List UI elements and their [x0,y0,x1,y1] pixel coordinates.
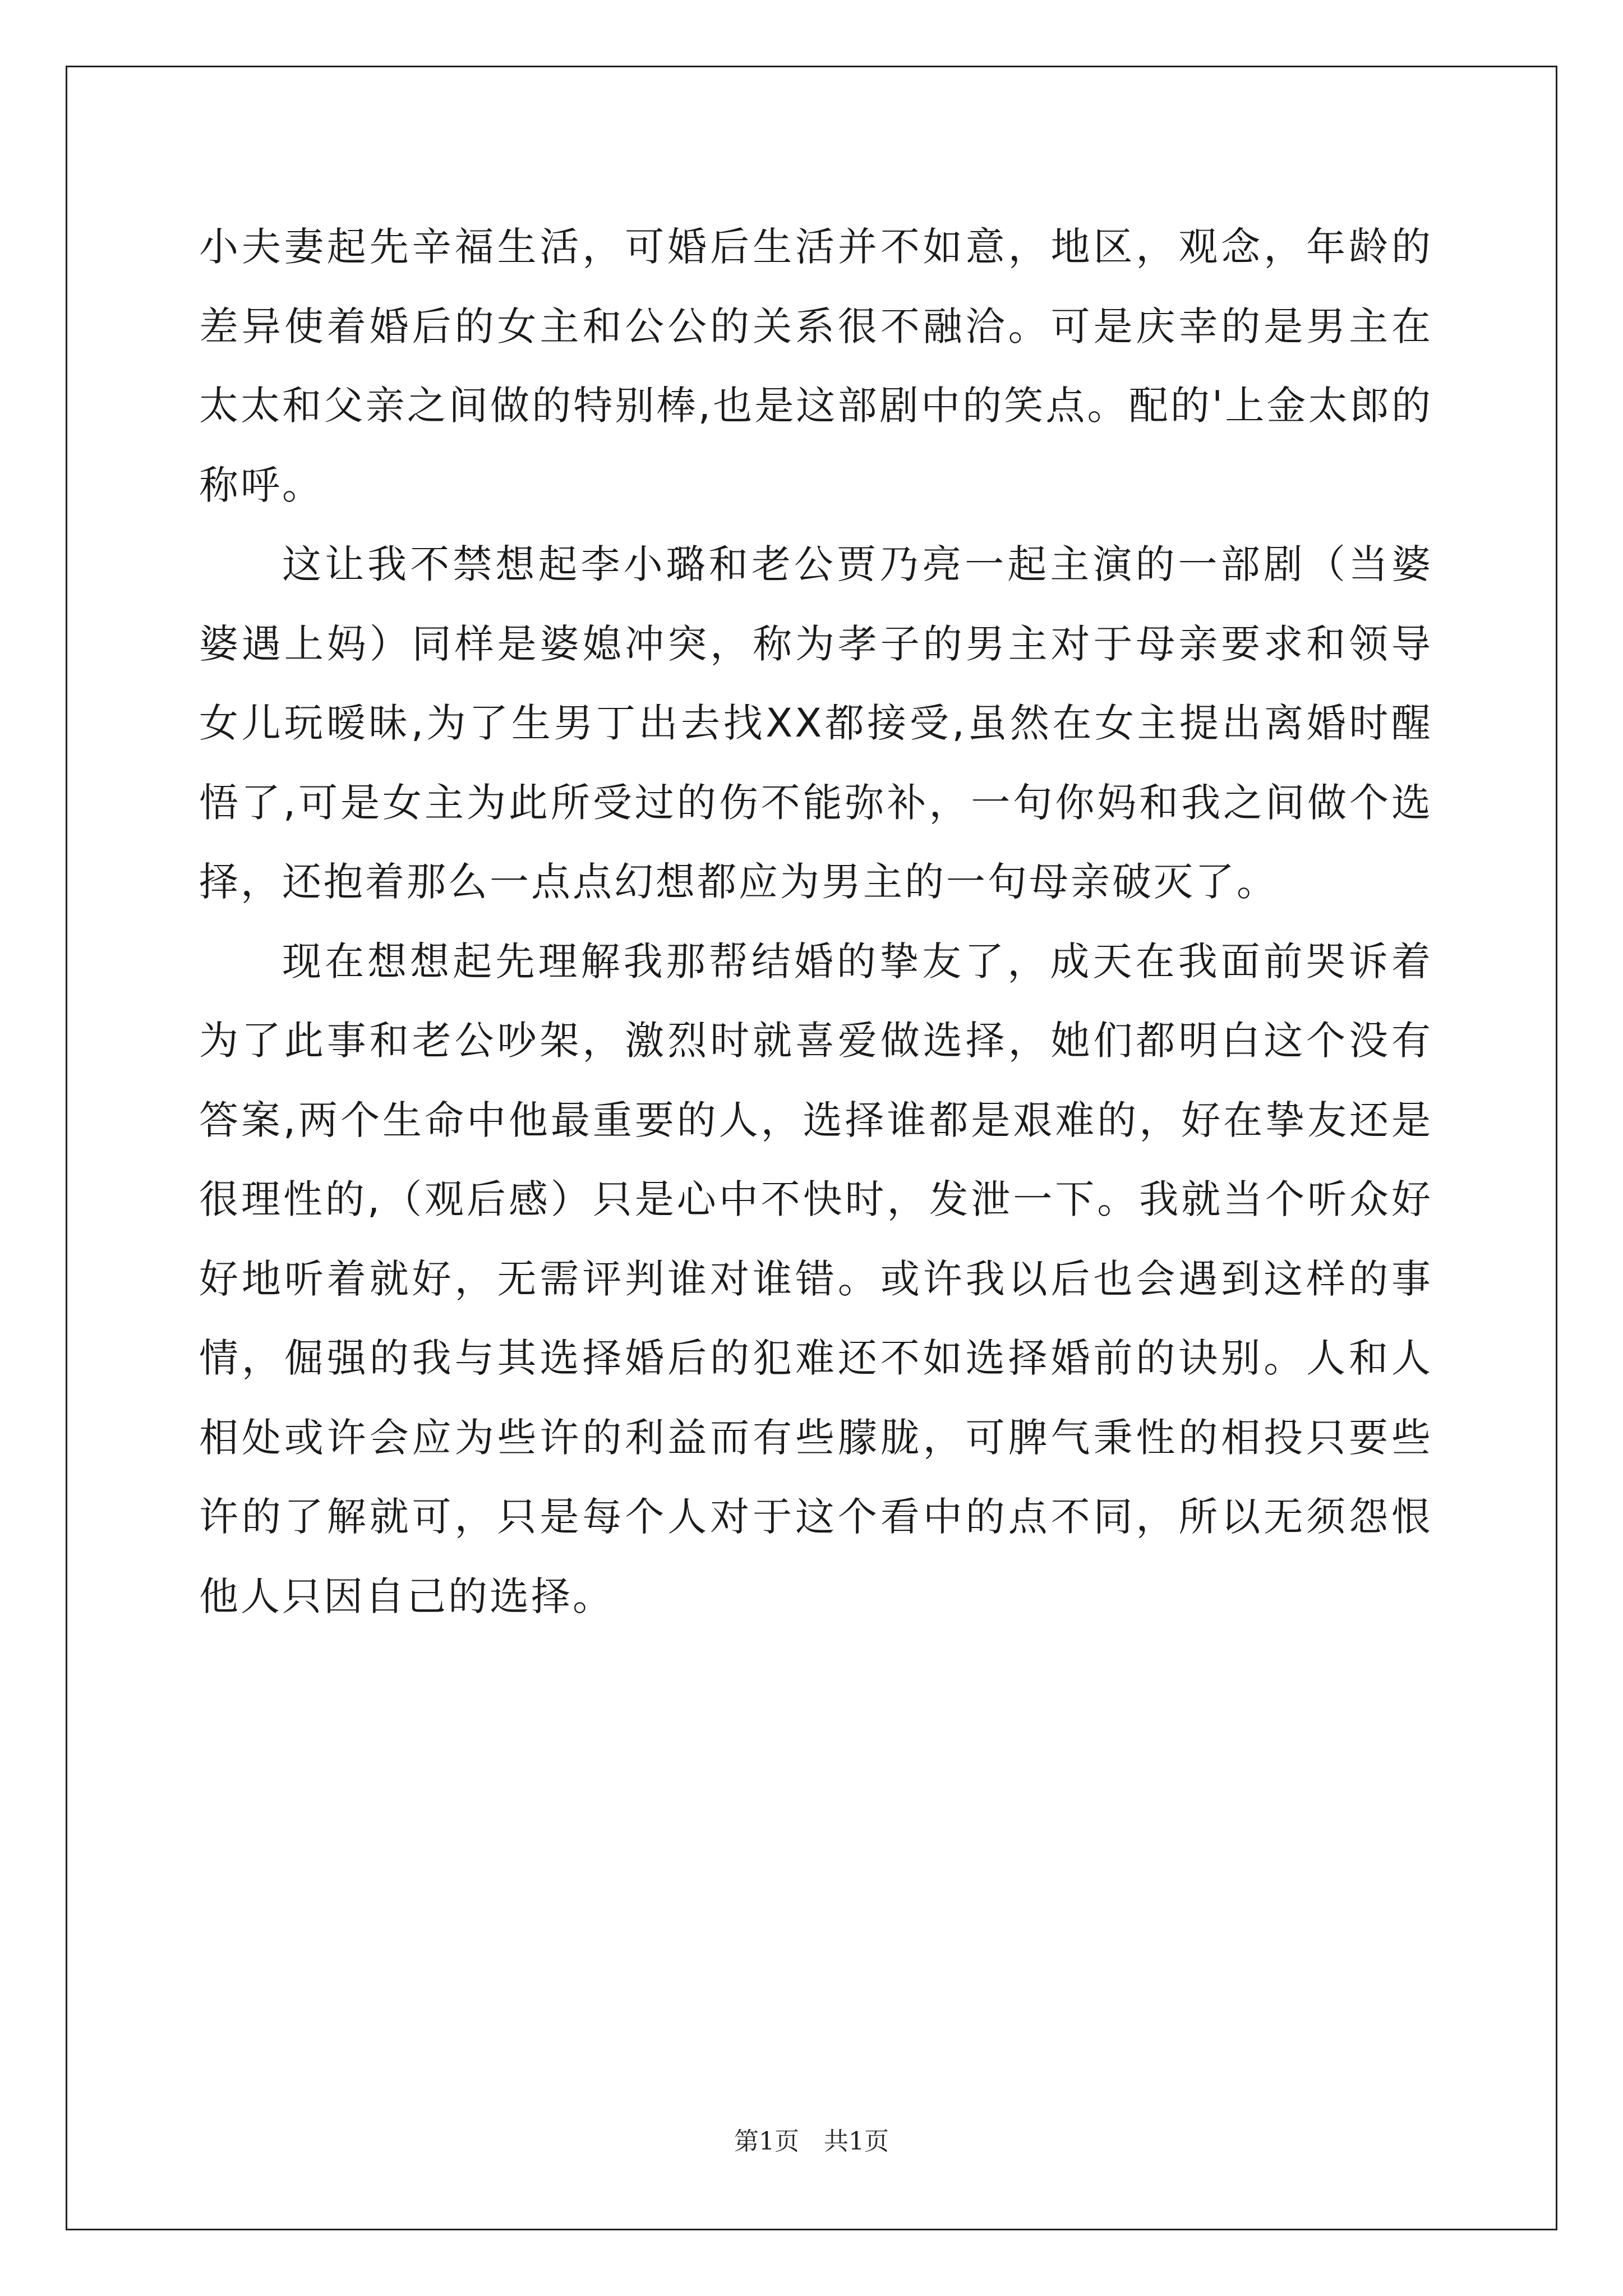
page-total: 共1页 [824,2127,889,2156]
page-footer [0,2126,1623,2157]
document-body [199,208,1433,1636]
paragraph-2: 这让我不禁想起李小璐和老公贾乃亮一起主演的一部剧（当婆婆遇上妈）同样是婆媳冲突，称为孝子的男主对于母亲要求和领导女儿玩暧昧,为了生男丁出去找XX都接受,虽然在女主提出离婚时醒悟了,可是女主为此所受过的伤不能弥补，一句你妈和我之间做个选择，还抱着那么一点点幻想都应为男主的一句母亲破灭了。 [199,541,1433,905]
page-number: 第1页 [734,2127,799,2156]
paragraph-3: 现在想想起先理解我那帮结婚的挚友了，成天在我面前哭诉着为了此事和老公吵架，激烈时就喜爱做选择，她们都明白这个没有答案,两个生命中他最重要的人，选择谁都是艰难的，好在挚友还是很理性的,（观后感）只是心中不快时，发泄一下。我就当个听众好好地听着就好，无需评判谁对谁错。或许我以后也会遇到这样的事情，倔强的我与其选择婚后的犯难还不如选择婚前的诀别。人和人相处或许会应为些许的利益而有些朦胧，可脾气秉性的相投只要些许的了解就可，只是每个人对于这个看中的点不同，所以无须怨恨他人只因自己的选择。 [199,938,1433,1619]
paragraph-1: 小夫妻起先辛福生活，可婚后生活并不如意，地区，观念，年龄的差异使着婚后的女主和公公的关系很不融洽。可是庆幸的是男主在太太和父亲之间做的特别棒,也是这部剧中的笑点。配的'上金太郎的称呼。 [199,224,1433,508]
